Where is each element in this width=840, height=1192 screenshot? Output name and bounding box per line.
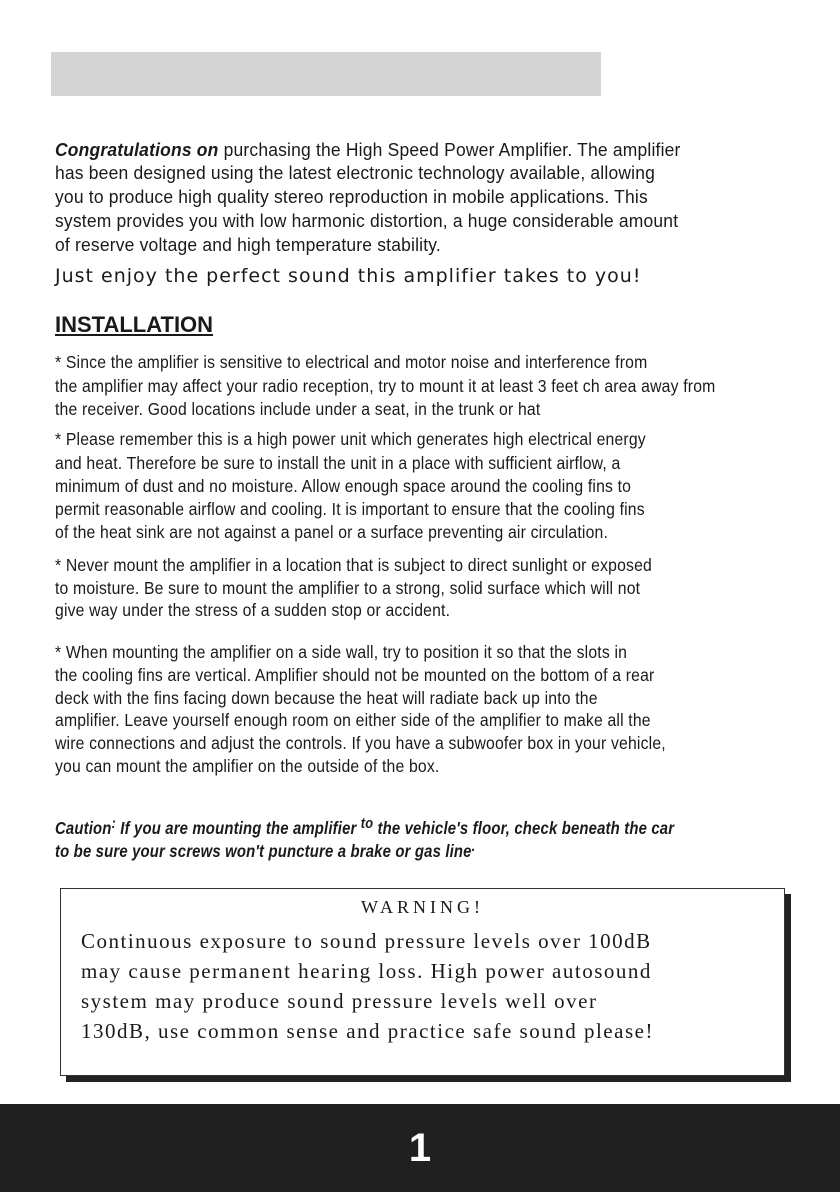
enjoy-tagline: Just enjoy the perfect sound this amplifier takes to you! xyxy=(55,265,642,287)
caution-colon: : xyxy=(111,815,116,832)
p4-line: * When mounting the amplifier on a side wall, try to position it so that the slots in xyxy=(55,642,628,662)
caution-line2-row xyxy=(55,838,475,862)
installation-heading: INSTALLATION xyxy=(55,312,214,337)
p4-line: amplifier. Leave yourself enough room on either side of the amplifier to make all the xyxy=(55,710,651,730)
p2-line-with-tail xyxy=(55,522,608,543)
p4-line: you can mount the amplifier on the outside of the box. xyxy=(55,756,440,776)
overlay-away: away from xyxy=(641,376,716,396)
caution-line1 xyxy=(55,815,674,839)
caution-dot: . xyxy=(471,838,476,855)
intro-line: system provides you with low harmonic distortion, a huge considerable amount xyxy=(55,211,679,231)
p4-line: the cooling fins are vertical. Amplifier should not be mounted on the bottom of a rear xyxy=(55,665,655,685)
caution-line1b: the vehicle's floor, check beneath the car xyxy=(377,818,675,838)
warning-line: Continuous exposure to sound pressure levels over 100dB xyxy=(81,929,652,953)
intro-lead: Congratulations on xyxy=(55,140,219,160)
intro-line: of reserve voltage and high temperature stability. xyxy=(55,235,441,255)
p2-line: of the heat sink are not against a panel xyxy=(55,522,334,542)
p3-line: * Never mount the amplifier in a location that is subject to direct sunlight or exposed xyxy=(55,555,652,575)
warning-line: 130dB, use common sense and practice safe sound please! xyxy=(81,1019,654,1043)
overlay-feet: 3 feet xyxy=(537,376,579,396)
caution-line2: to be sure your screws won't puncture a brake or gas line xyxy=(55,841,472,861)
p2-tail: or a surface preventing air circulation. xyxy=(338,522,609,542)
p1-line: the receiver. Good locations include under a seat, in the trunk or hat xyxy=(55,399,541,419)
p1-line-with-overlays xyxy=(55,376,715,397)
p2-line: minimum of dust and no moisture. Allow enough space around the cooling fins to xyxy=(55,476,632,496)
warning-box xyxy=(60,888,785,1076)
page-number: 1 xyxy=(408,1126,432,1170)
p4-line: deck with the fins facing down because the heat will radiate back up into the xyxy=(55,688,598,708)
warning-line: may cause permanent hearing loss. High power autosound xyxy=(81,959,652,983)
page-footer xyxy=(0,1104,840,1192)
p4-line: wire connections and adjust the controls. If you have a subwoofer box in your vehicle, xyxy=(55,733,666,753)
caution-line1a: If you are mounting the amplifier xyxy=(120,818,357,838)
p1-line: * Since the amplifier is sensitive to electrical and motor noise and interference from xyxy=(55,352,648,372)
intro-line: has been designed using the latest electronic technology available, allowing xyxy=(55,163,656,183)
p3-line: to moisture. Be sure to mount the amplifier to a strong, solid surface which will not xyxy=(55,578,641,598)
title-bar xyxy=(51,52,601,96)
p2-line: * Please remember this is a high power unit which generates high electrical energy xyxy=(55,429,646,449)
p1-line: the amplifier may affect your radio reception, try to mount it at least xyxy=(55,376,534,396)
caution-to: to xyxy=(360,815,374,832)
caution-label: Caution xyxy=(55,818,112,838)
overlay-area: ch area xyxy=(582,376,637,396)
p2-line: permit reasonable airflow and cooling. It is important to ensure that the cooling fins xyxy=(55,499,645,519)
intro-line: you to produce high quality stereo reproduction in mobile applications. This xyxy=(55,187,648,207)
p3-line: give way under the stress of a sudden stop or accident. xyxy=(55,600,451,620)
warning-line: system may produce sound pressure levels well over xyxy=(81,989,598,1013)
p2-line: and heat. Therefore be sure to install the unit in a place with sufficient airflow, a xyxy=(55,453,621,473)
warning-title: WARNING! xyxy=(361,897,484,917)
intro-line: purchasing the High Speed Power Amplifier. The amplifier xyxy=(218,140,681,160)
